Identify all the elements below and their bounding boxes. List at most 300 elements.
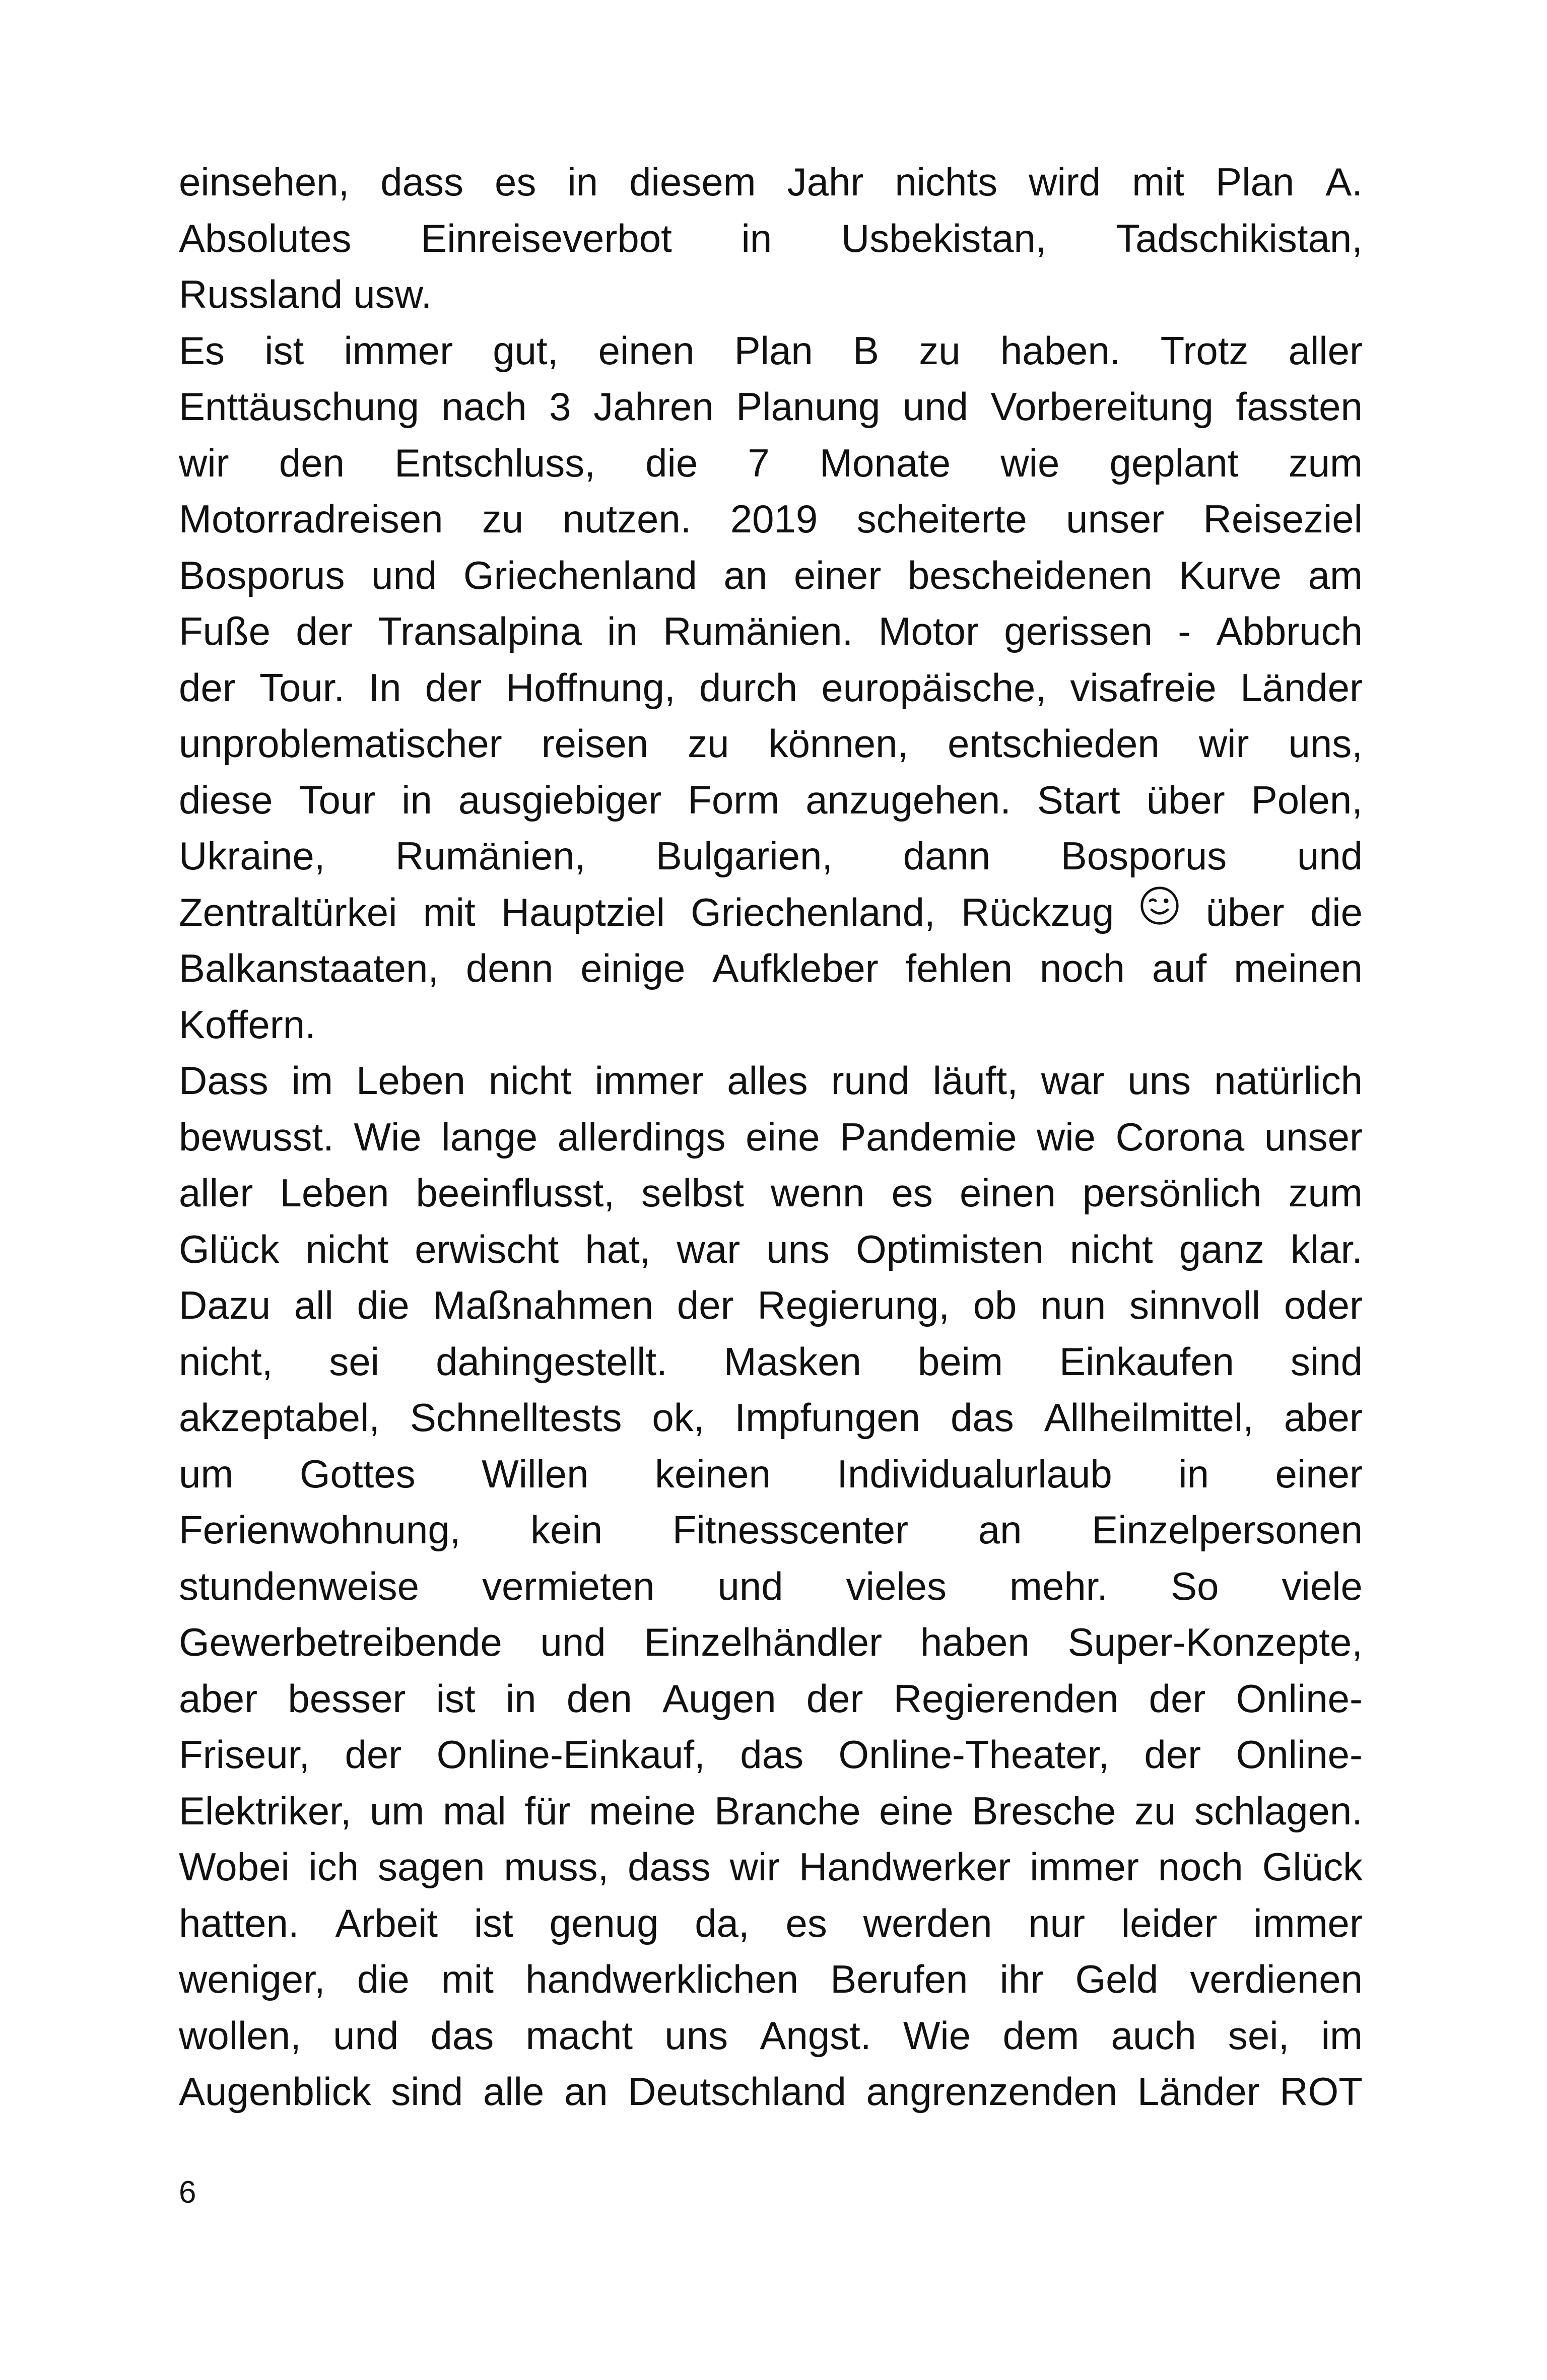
text-line: [179, 828, 1363, 885]
word: scheiterte: [856, 497, 1027, 541]
word: Plan: [1216, 160, 1295, 204]
text-line: [179, 660, 1363, 716]
word: Deutschland: [628, 2069, 846, 2114]
word: 7: [748, 440, 770, 485]
word: über: [1146, 777, 1225, 822]
word: dass: [628, 1845, 711, 1889]
word: ob: [973, 1283, 1017, 1327]
word: es: [891, 1171, 933, 1215]
word: Balkanstaaten,: [179, 946, 439, 990]
word: reisen: [541, 721, 649, 766]
word: Einzelhändler: [644, 1620, 883, 1664]
word: Hoffnung,: [505, 665, 676, 710]
word: nun: [1040, 1283, 1106, 1327]
text-line: [179, 2008, 1363, 2064]
word: die: [1310, 890, 1363, 934]
word: keinen: [655, 1451, 771, 1496]
word: uns: [664, 2013, 728, 2058]
word: Trotz: [1160, 328, 1249, 373]
text-line: [179, 716, 1363, 772]
word: Online-: [1236, 1732, 1363, 1777]
word: Start: [1037, 777, 1120, 822]
word: ihr: [999, 1957, 1044, 2001]
word: wie: [1036, 1114, 1096, 1159]
word: Entschluss,: [394, 440, 595, 485]
word: Glück: [179, 1227, 280, 1271]
word: zum: [1288, 1171, 1363, 1215]
text-line: [179, 1783, 1363, 1840]
word: Griechenland: [463, 553, 697, 597]
word: wird: [1029, 160, 1101, 204]
word: Allheilmittel,: [1044, 1395, 1254, 1440]
word: einer: [793, 553, 882, 597]
word: Einreiseverbot: [421, 216, 672, 260]
word: Zentraltürkei: [179, 890, 397, 934]
text-line: [179, 548, 1363, 604]
word: dahingestellt.: [436, 1339, 667, 1384]
word: Optimisten: [856, 1227, 1044, 1271]
word: der: [296, 609, 353, 653]
text-line: [179, 1221, 1363, 1278]
word: und: [717, 1563, 783, 1608]
word: einer: [1275, 1451, 1363, 1496]
word: klar.: [1290, 1227, 1363, 1271]
word: Ferienwohnung,: [179, 1508, 461, 1552]
word: wir: [1198, 721, 1249, 766]
word: auch: [1111, 2013, 1196, 2058]
word: und: [333, 2013, 399, 2058]
word: nur: [1028, 1900, 1085, 1945]
word: Individualurlaub: [837, 1451, 1112, 1496]
word: Bulgarien,: [655, 834, 833, 878]
word: Pandemie: [840, 1114, 1017, 1159]
word: denn: [465, 946, 554, 990]
word: Aufkleber: [712, 946, 879, 990]
word: macht: [525, 2013, 633, 2058]
word: selbst: [641, 1171, 744, 1215]
word: diesem: [629, 160, 756, 204]
word: besser: [288, 1676, 406, 1721]
word: ausgiebiger: [458, 777, 662, 822]
word: Willen: [482, 1451, 589, 1496]
word: unser: [1264, 1114, 1363, 1159]
word: Enttäuschung: [179, 384, 420, 429]
word: Abbruch: [1216, 609, 1363, 653]
word: meine: [588, 1788, 696, 1833]
word: in: [1178, 1451, 1209, 1496]
word: unproblematischer: [179, 721, 502, 766]
word: schlagen.: [1194, 1788, 1363, 1833]
word: Friseur,: [179, 1732, 310, 1777]
word: einige: [580, 946, 686, 990]
word: uns: [1127, 1058, 1191, 1103]
word: sagen: [377, 1845, 485, 1889]
word: wie: [1000, 440, 1060, 485]
word: war: [677, 1227, 741, 1271]
word: das: [950, 1395, 1014, 1440]
word: Bosporus: [179, 553, 345, 597]
word: 3: [549, 384, 571, 429]
word: erwischt: [415, 1227, 559, 1271]
word: zu: [688, 721, 729, 766]
word: verdienen: [1190, 1957, 1363, 2001]
word: Augen: [662, 1676, 776, 1721]
word: zu: [1134, 1788, 1176, 1833]
word: Jahr: [787, 160, 864, 204]
word: sei: [329, 1339, 380, 1384]
word: läuft,: [932, 1058, 1018, 1103]
word: Gewerbetreibende: [179, 1620, 502, 1664]
word: vermieten: [482, 1563, 655, 1608]
word: die: [357, 1283, 410, 1327]
word: sind: [391, 2069, 463, 2114]
word: und: [1297, 834, 1363, 878]
word: die: [357, 1957, 410, 2001]
word: in: [567, 160, 598, 204]
word: uns: [766, 1227, 830, 1271]
word: genug: [549, 1900, 659, 1945]
word: auf: [1152, 946, 1207, 990]
word: da,: [695, 1900, 750, 1945]
word: ok,: [652, 1395, 705, 1440]
word: der: [677, 1283, 734, 1327]
word: einen: [598, 328, 695, 373]
word: gut,: [493, 328, 559, 373]
word: der: [179, 665, 236, 710]
word: hat,: [585, 1227, 651, 1271]
word: nicht: [305, 1227, 389, 1271]
word: Fuße: [179, 609, 271, 653]
word: oder: [1284, 1283, 1363, 1327]
word: das: [430, 2013, 494, 2058]
word: Online-Einkauf,: [436, 1732, 705, 1777]
word: Super-Konzepte,: [1067, 1620, 1363, 1664]
word: ganz: [1179, 1227, 1264, 1271]
word: Arbeit: [335, 1900, 438, 1945]
text-line: [179, 1671, 1363, 1727]
word: viele: [1282, 1563, 1363, 1608]
word: und: [540, 1620, 606, 1664]
text-line: [179, 1727, 1363, 1783]
word: eine: [746, 1114, 820, 1159]
text-line: [179, 1334, 1363, 1390]
word: So: [1171, 1563, 1219, 1608]
word: bewusst.: [179, 1114, 334, 1159]
word: alle: [483, 2069, 545, 2114]
word: wir: [729, 1845, 780, 1889]
word: meinen: [1234, 946, 1363, 990]
word: mehr.: [1010, 1563, 1108, 1608]
word: im: [291, 1058, 333, 1103]
word: das: [740, 1732, 804, 1777]
body-text: [179, 154, 1363, 2120]
word: in: [505, 1676, 536, 1721]
word: usw.: [353, 272, 432, 316]
word: Wobei: [179, 1845, 290, 1889]
word: mal: [443, 1788, 506, 1833]
word: eine: [879, 1788, 954, 1833]
word: aber: [179, 1676, 258, 1721]
word: Impfungen: [734, 1395, 921, 1440]
word: immer: [594, 1058, 704, 1103]
text-line: [179, 1109, 1363, 1166]
word: aller: [1288, 328, 1363, 373]
word: einsehen,: [179, 160, 350, 204]
word: Vorbereitung: [990, 384, 1214, 429]
word: haben.: [1000, 328, 1121, 373]
word: Ukraine,: [179, 834, 325, 878]
word: 2019: [730, 497, 818, 541]
text-line: [179, 266, 1363, 323]
word: Masken: [723, 1339, 861, 1384]
word: ist: [474, 1900, 513, 1945]
word: Russland: [179, 272, 343, 316]
word: In: [368, 665, 401, 710]
word: der: [425, 665, 482, 710]
word: können,: [768, 721, 909, 766]
word: dem: [1002, 2013, 1080, 2058]
word: Planung: [736, 384, 881, 429]
word: immer: [344, 328, 453, 373]
word: nutzen.: [562, 497, 692, 541]
word: visafreie: [1070, 665, 1217, 710]
word: Leben: [356, 1058, 465, 1103]
word: leider: [1121, 1900, 1218, 1945]
word: rund: [831, 1058, 910, 1103]
text-line: [179, 1053, 1363, 1109]
word: immer: [1253, 1900, 1363, 1945]
word: und: [371, 553, 437, 597]
word: allerdings: [557, 1114, 726, 1159]
word: Rückzug: [961, 890, 1114, 934]
word: Es: [179, 328, 225, 373]
word: an: [978, 1508, 1022, 1552]
word: Berufen: [830, 1957, 968, 2001]
word: fassten: [1236, 384, 1363, 429]
word: muss,: [504, 1845, 609, 1889]
word: Leben: [280, 1171, 389, 1215]
word: vieles: [846, 1563, 947, 1608]
word: Usbekistan,: [841, 216, 1047, 260]
word: über: [1205, 890, 1285, 934]
text-line: [179, 154, 1363, 211]
word: um: [179, 1451, 234, 1496]
word: noch: [1039, 946, 1125, 990]
text-line: [179, 379, 1363, 435]
word: gerissen: [1004, 609, 1153, 653]
word: werden: [863, 1900, 992, 1945]
word: entschieden: [948, 721, 1160, 766]
word: in: [607, 609, 638, 653]
word: zu: [482, 497, 524, 541]
word: ich: [308, 1845, 359, 1889]
word: Geld: [1075, 1957, 1159, 2001]
word: Maßnahmen: [433, 1283, 654, 1327]
word: ist: [264, 328, 304, 373]
word: zum: [1288, 440, 1363, 485]
word: unser: [1066, 497, 1165, 541]
word: für: [524, 1788, 571, 1833]
word: Gottes: [299, 1451, 416, 1496]
word: Bresche: [972, 1788, 1116, 1833]
word: es: [495, 160, 536, 204]
text-line: [179, 940, 1363, 997]
word: anzugehen.: [805, 777, 1011, 822]
word: im: [1321, 2013, 1363, 2058]
word: Elektriker,: [179, 1788, 352, 1833]
text-line: [179, 603, 1363, 660]
text-line: [179, 1165, 1363, 1221]
word: Länder: [1137, 2069, 1260, 2114]
word: Dass: [179, 1058, 268, 1103]
word: Angst.: [760, 2013, 871, 2058]
word: Wie: [354, 1114, 422, 1159]
word: am: [1308, 553, 1363, 597]
word: und: [902, 384, 969, 429]
word: Corona: [1115, 1114, 1245, 1159]
word: Tadschikistan,: [1116, 216, 1363, 260]
word: wir: [179, 440, 229, 485]
word: diese: [179, 777, 273, 822]
text-line: [179, 772, 1363, 829]
word: nichts: [895, 160, 998, 204]
word: der: [1144, 1732, 1201, 1777]
word: Rumänien.: [663, 609, 853, 653]
word: Branche: [714, 1788, 861, 1833]
word: -: [1178, 609, 1191, 653]
word: nicht: [1069, 1227, 1153, 1271]
word: angrenzenden: [866, 2069, 1118, 2114]
text-line: [179, 491, 1363, 548]
word: Schnelltests: [410, 1395, 622, 1440]
word: nach: [441, 384, 527, 429]
word: Koffern.: [179, 1002, 316, 1047]
word: der: [806, 1676, 863, 1721]
word: uns,: [1288, 721, 1363, 766]
word: noch: [1158, 1845, 1243, 1889]
word: an: [723, 553, 768, 597]
word: Motorradreisen: [179, 497, 443, 541]
word: um: [370, 1788, 425, 1833]
word: persönlich: [1082, 1171, 1262, 1215]
text-line: [179, 1390, 1363, 1446]
word: geplant: [1109, 440, 1239, 485]
word: ROT: [1280, 2069, 1363, 2114]
word: aller: [179, 1171, 253, 1215]
word: B: [852, 328, 880, 373]
word: Einkaufen: [1059, 1339, 1234, 1384]
text-line: [179, 1614, 1363, 1671]
word: Länder: [1240, 665, 1363, 710]
word: nicht,: [179, 1339, 273, 1384]
word: handwerklichen: [525, 1957, 799, 2001]
word: Jahren: [593, 384, 714, 429]
word: akzeptabel,: [179, 1395, 380, 1440]
word: fehlen: [905, 946, 1013, 990]
text-line: [179, 1502, 1363, 1558]
word: beim: [917, 1339, 1003, 1384]
word: nicht: [488, 1058, 572, 1103]
word: Augenblick: [179, 2069, 371, 2114]
text-line: [179, 1839, 1363, 1895]
text-line: [179, 1446, 1363, 1503]
word: sinnvoll: [1129, 1283, 1261, 1327]
word: Glück: [1262, 1845, 1363, 1889]
word: Polen,: [1251, 777, 1363, 822]
word: den: [566, 1676, 632, 1721]
word: sind: [1290, 1339, 1363, 1384]
word: Reiseziel: [1203, 497, 1363, 541]
word: es: [785, 1900, 827, 1945]
word: dann: [903, 834, 991, 878]
word: Hauptziel: [501, 890, 665, 934]
word: stundenweise: [179, 1563, 419, 1608]
word: Online-: [1236, 1676, 1363, 1721]
page-number: 6: [179, 2175, 196, 2210]
word: immer: [1030, 1845, 1139, 1889]
word: die: [645, 440, 698, 485]
word: haben: [920, 1620, 1030, 1664]
word: Griechenland,: [691, 890, 935, 934]
word: an: [564, 2069, 608, 2114]
text-line: [179, 211, 1363, 267]
word: natürlich: [1214, 1058, 1363, 1103]
word: wenn: [770, 1171, 865, 1215]
text-line: [179, 435, 1363, 492]
word: mit: [1132, 160, 1185, 204]
word: bescheidenen: [907, 553, 1153, 597]
word: Plan: [734, 328, 813, 373]
word: kein: [530, 1508, 603, 1552]
word: Tour: [299, 777, 376, 822]
word: Transalpina: [378, 609, 582, 653]
word: weniger,: [179, 1957, 325, 2001]
word: der: [1149, 1676, 1206, 1721]
word: in: [401, 777, 432, 822]
word: der: [345, 1732, 402, 1777]
word: Regierung,: [757, 1283, 950, 1327]
word: Monate: [819, 440, 951, 485]
word: Handwerker: [798, 1845, 1011, 1889]
word: europäische,: [821, 665, 1047, 710]
word: dass: [380, 160, 464, 204]
word: ist: [436, 1676, 476, 1721]
winking-face-icon: [1139, 886, 1180, 926]
text-line: [179, 323, 1363, 379]
word: lange: [441, 1114, 538, 1159]
word: Dazu: [179, 1283, 271, 1327]
word: hatten.: [179, 1900, 299, 1945]
word: Online-Theater,: [838, 1732, 1110, 1777]
word: Einzelpersonen: [1092, 1508, 1363, 1552]
text-line: [179, 885, 1363, 941]
text-line: [179, 997, 1363, 1053]
word: durch: [699, 665, 798, 710]
text-line: [179, 2064, 1363, 2120]
text-line: [179, 1895, 1363, 1952]
word: Wie: [903, 2013, 971, 2058]
text-line: [179, 1558, 1363, 1615]
word: mit: [441, 1957, 494, 2001]
word: A.: [1325, 160, 1363, 204]
word: Rumänien,: [395, 834, 586, 878]
word: einen: [959, 1171, 1056, 1215]
text-line: [179, 1951, 1363, 2008]
word: Absolutes: [179, 216, 352, 260]
word: all: [294, 1283, 333, 1327]
word: alles: [727, 1058, 808, 1103]
word: sei,: [1228, 2013, 1290, 2058]
